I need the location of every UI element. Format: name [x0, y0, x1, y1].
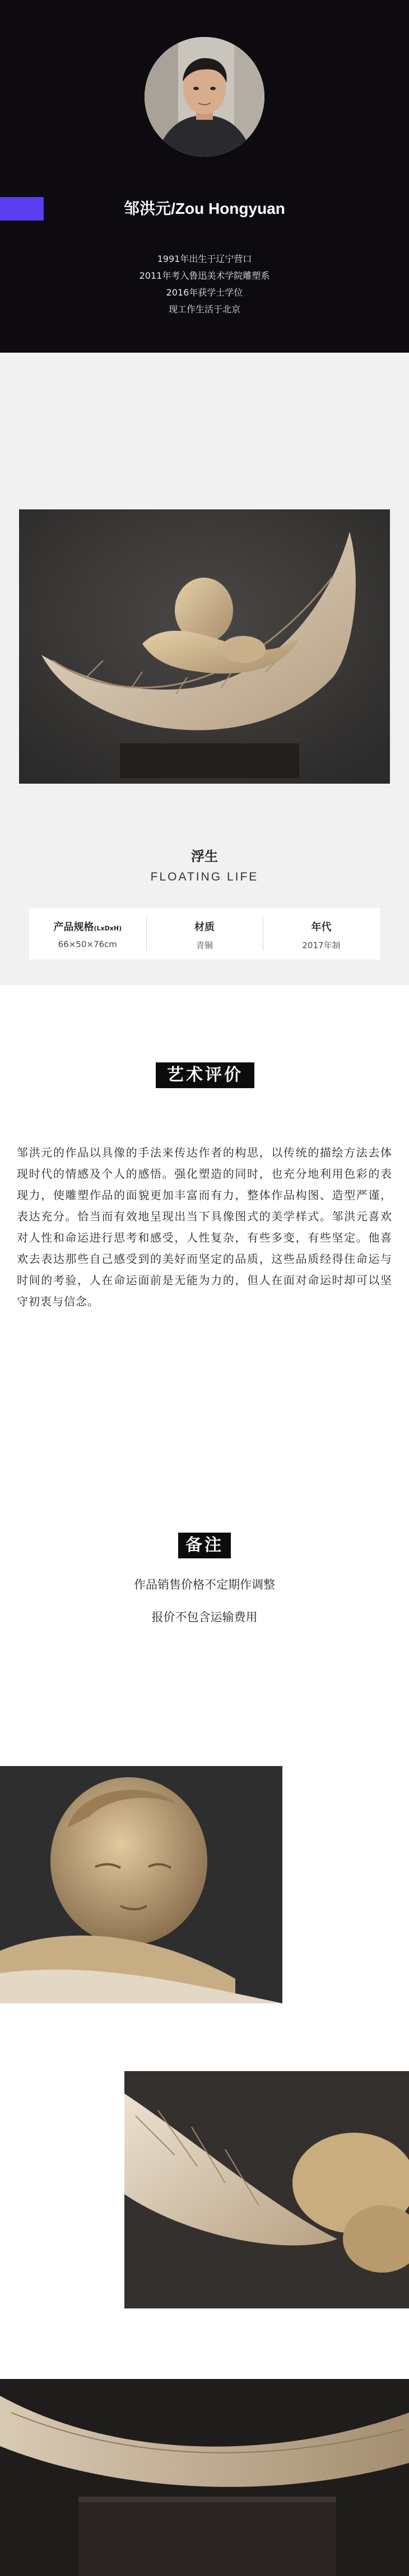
spec-value: 66×50×76cm: [58, 939, 117, 949]
spec-material: [146, 908, 263, 959]
bio-line: 1991年出生于辽宁营口: [157, 254, 252, 264]
work-title-en: FLOATING LIFE: [150, 870, 259, 883]
artist-portrait-image: [145, 37, 264, 157]
sculpture-detail-image: [0, 2379, 409, 2576]
review-heading: 艺术评价: [156, 1062, 254, 1088]
spec-label: 产品规格(LxDxH): [53, 921, 122, 933]
sculpture-detail-image: [124, 2071, 409, 2308]
note-line: 报价不包含运输费用: [151, 1610, 258, 1624]
sculpture-detail-photo-base: [0, 2379, 409, 2576]
spec-value: 青铜: [196, 940, 213, 950]
spec-label: 年代: [311, 921, 332, 933]
review-text: 邹洪元的作品以具像的手法来传达作者的构思，以传统的描绘方法去体现时代的情感及个人的感悟。强化塑造的同时，也充分地利用色彩的表现力，使雕塑作品的面貌更加丰富而有力，整体作品构图、造型严谨，表达充分。恰当而有效地呈现出当下具像图式的美学样式。邹洪元喜欢对人性和命运进行思考和感受，人性复杂，有些多变，有些坚定。他喜欢去表达那些自己感受到的美好而坚定的品质，这些品质经得住命运与时间的考验，人在命运面前是无能为力的，但人在面对命运时却可以坚守初衷与信念。: [17, 1146, 392, 1308]
notes-heading: 备注: [178, 1533, 231, 1558]
sculpture-detail-image: [0, 1766, 282, 2003]
spec-size: [29, 908, 146, 959]
artist-bio: [0, 251, 409, 318]
spec-card: [29, 908, 380, 959]
bio-line: 2016年获学士学位: [166, 287, 243, 298]
sculpture-main-photo: [19, 509, 390, 784]
work-section: [0, 353, 409, 985]
artist-header: [0, 0, 409, 353]
work-title-cn: 浮生: [191, 849, 218, 864]
sculpture-image: [19, 509, 390, 784]
bio-line: 现工作生活于北京: [168, 304, 240, 315]
note-line: 作品销售价格不定期作调整: [134, 1578, 275, 1591]
spec-unit: (LxDxH): [94, 925, 122, 932]
sculpture-detail-photo-leaf: [124, 2071, 409, 2308]
artist-avatar: [145, 37, 264, 157]
spec-value: 2017年制: [302, 940, 341, 950]
sculpture-detail-photo-face: [0, 1766, 282, 2003]
bio-line: 2011年考入鲁迅美术学院雕塑系: [139, 270, 270, 281]
artist-name: 邹洪元/Zou Hongyuan: [124, 200, 285, 217]
spec-year: [263, 908, 380, 959]
spec-label: 材质: [194, 921, 215, 933]
